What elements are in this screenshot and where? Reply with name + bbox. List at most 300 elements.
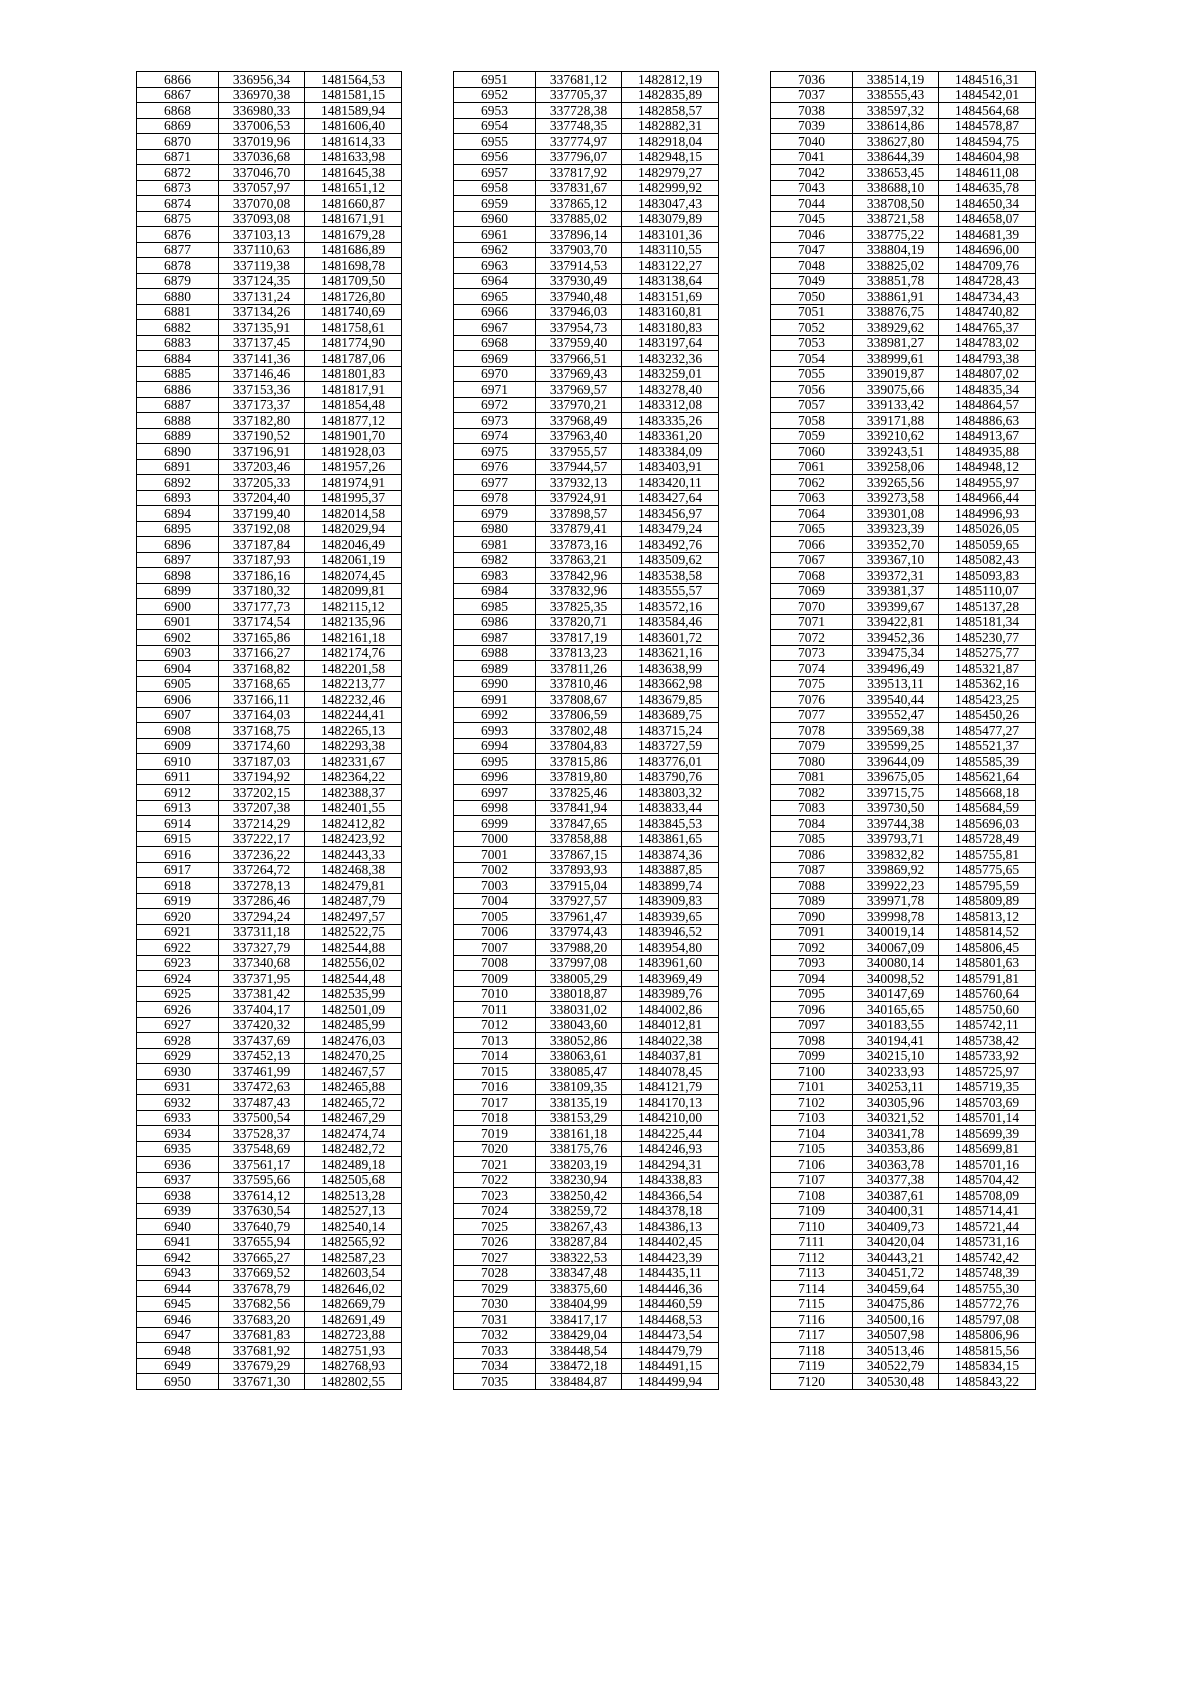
y-coordinate-cell: 1483989,76 bbox=[622, 986, 719, 1002]
point-number-cell: 7048 bbox=[771, 258, 853, 274]
y-coordinate-cell: 1482115,12 bbox=[305, 599, 402, 615]
point-number-cell: 6921 bbox=[137, 924, 219, 940]
point-number-cell: 7064 bbox=[771, 506, 853, 522]
coordinates-table-2 bbox=[453, 71, 719, 1390]
x-coordinate-cell: 337683,20 bbox=[219, 1312, 305, 1328]
point-number-cell: 6951 bbox=[454, 72, 536, 88]
table-row bbox=[137, 599, 402, 615]
x-coordinate-cell: 337867,15 bbox=[536, 847, 622, 863]
x-coordinate-cell: 337036,68 bbox=[219, 149, 305, 165]
point-number-cell: 7083 bbox=[771, 800, 853, 816]
table-row bbox=[137, 413, 402, 429]
x-coordinate-cell: 337214,29 bbox=[219, 816, 305, 832]
y-coordinate-cell: 1484516,31 bbox=[939, 72, 1036, 88]
table-row bbox=[137, 1126, 402, 1142]
y-coordinate-cell: 1484681,39 bbox=[939, 227, 1036, 243]
y-coordinate-cell: 1483492,76 bbox=[622, 537, 719, 553]
y-coordinate-cell: 1481854,48 bbox=[305, 397, 402, 413]
x-coordinate-cell: 337915,04 bbox=[536, 878, 622, 894]
table-row bbox=[771, 707, 1036, 723]
table-row bbox=[137, 1017, 402, 1033]
x-coordinate-cell: 337630,54 bbox=[219, 1203, 305, 1219]
table-row bbox=[137, 878, 402, 894]
table-row bbox=[454, 1219, 719, 1235]
point-number-cell: 6933 bbox=[137, 1110, 219, 1126]
table-row bbox=[771, 1327, 1036, 1343]
y-coordinate-cell: 1484783,02 bbox=[939, 335, 1036, 351]
y-coordinate-cell: 1481660,87 bbox=[305, 196, 402, 212]
point-number-cell: 7026 bbox=[454, 1234, 536, 1250]
x-coordinate-cell: 337681,12 bbox=[536, 72, 622, 88]
y-coordinate-cell: 1484246,93 bbox=[622, 1141, 719, 1157]
x-coordinate-cell: 339399,67 bbox=[853, 599, 939, 615]
table-row bbox=[771, 909, 1036, 925]
y-coordinate-cell: 1483861,65 bbox=[622, 831, 719, 847]
y-coordinate-cell: 1485813,12 bbox=[939, 909, 1036, 925]
point-number-cell: 6942 bbox=[137, 1250, 219, 1266]
table-row bbox=[771, 351, 1036, 367]
table-row bbox=[454, 289, 719, 305]
table-row bbox=[771, 366, 1036, 382]
table-row bbox=[771, 1374, 1036, 1390]
table-row bbox=[137, 196, 402, 212]
table-row bbox=[454, 196, 719, 212]
y-coordinate-cell: 1482603,54 bbox=[305, 1265, 402, 1281]
table-row bbox=[454, 1250, 719, 1266]
y-coordinate-cell: 1483420,11 bbox=[622, 475, 719, 491]
table-row bbox=[454, 180, 719, 196]
table-row bbox=[771, 1250, 1036, 1266]
table-row bbox=[454, 816, 719, 832]
point-number-cell: 7029 bbox=[454, 1281, 536, 1297]
point-number-cell: 6926 bbox=[137, 1002, 219, 1018]
x-coordinate-cell: 337944,57 bbox=[536, 459, 622, 475]
point-number-cell: 7037 bbox=[771, 87, 853, 103]
y-coordinate-cell: 1485728,49 bbox=[939, 831, 1036, 847]
y-coordinate-cell: 1484402,45 bbox=[622, 1234, 719, 1250]
y-coordinate-cell: 1484386,13 bbox=[622, 1219, 719, 1235]
x-coordinate-cell: 339675,05 bbox=[853, 769, 939, 785]
point-number-cell: 6977 bbox=[454, 475, 536, 491]
x-coordinate-cell: 339422,81 bbox=[853, 614, 939, 630]
table-row bbox=[771, 1033, 1036, 1049]
point-number-cell: 6981 bbox=[454, 537, 536, 553]
x-coordinate-cell: 337110,63 bbox=[219, 242, 305, 258]
point-number-cell: 6919 bbox=[137, 893, 219, 909]
x-coordinate-cell: 337924,91 bbox=[536, 490, 622, 506]
x-coordinate-cell: 338999,61 bbox=[853, 351, 939, 367]
x-coordinate-cell: 337893,93 bbox=[536, 862, 622, 878]
x-coordinate-cell: 338135,19 bbox=[536, 1095, 622, 1111]
y-coordinate-cell: 1485775,65 bbox=[939, 862, 1036, 878]
y-coordinate-cell: 1482412,82 bbox=[305, 816, 402, 832]
point-number-cell: 7002 bbox=[454, 862, 536, 878]
table-row bbox=[771, 103, 1036, 119]
table-row bbox=[771, 676, 1036, 692]
y-coordinate-cell: 1485797,08 bbox=[939, 1312, 1036, 1328]
table-row bbox=[137, 676, 402, 692]
x-coordinate-cell: 337879,41 bbox=[536, 521, 622, 537]
x-coordinate-cell: 337841,94 bbox=[536, 800, 622, 816]
point-number-cell: 6887 bbox=[137, 397, 219, 413]
y-coordinate-cell: 1483138,64 bbox=[622, 273, 719, 289]
point-number-cell: 7050 bbox=[771, 289, 853, 305]
point-number-cell: 6914 bbox=[137, 816, 219, 832]
table-row bbox=[771, 180, 1036, 196]
table-row bbox=[771, 1219, 1036, 1235]
table-row bbox=[454, 723, 719, 739]
x-coordinate-cell: 340098,52 bbox=[853, 971, 939, 987]
point-number-cell: 6872 bbox=[137, 165, 219, 181]
x-coordinate-cell: 339998,78 bbox=[853, 909, 939, 925]
table-row bbox=[771, 661, 1036, 677]
table-row bbox=[771, 816, 1036, 832]
point-number-cell: 7016 bbox=[454, 1079, 536, 1095]
x-coordinate-cell: 339569,38 bbox=[853, 723, 939, 739]
table-row bbox=[454, 103, 719, 119]
y-coordinate-cell: 1481974,91 bbox=[305, 475, 402, 491]
y-coordinate-cell: 1481645,38 bbox=[305, 165, 402, 181]
y-coordinate-cell: 1482061,19 bbox=[305, 552, 402, 568]
x-coordinate-cell: 337671,30 bbox=[219, 1374, 305, 1390]
point-number-cell: 6873 bbox=[137, 180, 219, 196]
point-number-cell: 6871 bbox=[137, 149, 219, 165]
x-coordinate-cell: 340341,78 bbox=[853, 1126, 939, 1142]
table-row bbox=[137, 428, 402, 444]
x-coordinate-cell: 339715,75 bbox=[853, 785, 939, 801]
x-coordinate-cell: 337173,37 bbox=[219, 397, 305, 413]
x-coordinate-cell: 340183,55 bbox=[853, 1017, 939, 1033]
x-coordinate-cell: 337885,02 bbox=[536, 211, 622, 227]
x-coordinate-cell: 338627,80 bbox=[853, 134, 939, 150]
table-row bbox=[771, 211, 1036, 227]
y-coordinate-cell: 1484604,98 bbox=[939, 149, 1036, 165]
table-row bbox=[137, 1064, 402, 1080]
point-number-cell: 6983 bbox=[454, 568, 536, 584]
point-number-cell: 6903 bbox=[137, 645, 219, 661]
point-number-cell: 6867 bbox=[137, 87, 219, 103]
table-row bbox=[454, 428, 719, 444]
table-row bbox=[137, 1327, 402, 1343]
table-row bbox=[137, 583, 402, 599]
table-row bbox=[137, 986, 402, 1002]
point-number-cell: 6959 bbox=[454, 196, 536, 212]
point-number-cell: 6993 bbox=[454, 723, 536, 739]
x-coordinate-cell: 338404,99 bbox=[536, 1296, 622, 1312]
point-number-cell: 6885 bbox=[137, 366, 219, 382]
y-coordinate-cell: 1485733,92 bbox=[939, 1048, 1036, 1064]
y-coordinate-cell: 1483047,43 bbox=[622, 196, 719, 212]
y-coordinate-cell: 1483790,76 bbox=[622, 769, 719, 785]
point-number-cell: 6944 bbox=[137, 1281, 219, 1297]
point-number-cell: 7084 bbox=[771, 816, 853, 832]
x-coordinate-cell: 339599,25 bbox=[853, 738, 939, 754]
table-row bbox=[137, 630, 402, 646]
table-row bbox=[771, 599, 1036, 615]
y-coordinate-cell: 1481633,98 bbox=[305, 149, 402, 165]
table-row bbox=[137, 738, 402, 754]
x-coordinate-cell: 337196,91 bbox=[219, 444, 305, 460]
point-number-cell: 6978 bbox=[454, 490, 536, 506]
x-coordinate-cell: 337858,88 bbox=[536, 831, 622, 847]
table-row bbox=[137, 134, 402, 150]
point-number-cell: 7052 bbox=[771, 320, 853, 336]
point-number-cell: 6986 bbox=[454, 614, 536, 630]
y-coordinate-cell: 1482479,81 bbox=[305, 878, 402, 894]
y-coordinate-cell: 1483899,74 bbox=[622, 878, 719, 894]
x-coordinate-cell: 340507,98 bbox=[853, 1327, 939, 1343]
coordinates-table-body bbox=[454, 72, 719, 1390]
x-coordinate-cell: 337166,27 bbox=[219, 645, 305, 661]
point-number-cell: 7067 bbox=[771, 552, 853, 568]
table-row bbox=[137, 521, 402, 537]
table-row bbox=[771, 1312, 1036, 1328]
y-coordinate-cell: 1481928,03 bbox=[305, 444, 402, 460]
y-coordinate-cell: 1484338,83 bbox=[622, 1172, 719, 1188]
point-number-cell: 7031 bbox=[454, 1312, 536, 1328]
table-row bbox=[771, 1126, 1036, 1142]
x-coordinate-cell: 337264,72 bbox=[219, 862, 305, 878]
table-row bbox=[454, 72, 719, 88]
x-coordinate-cell: 338597,32 bbox=[853, 103, 939, 119]
y-coordinate-cell: 1482470,25 bbox=[305, 1048, 402, 1064]
table-row bbox=[454, 614, 719, 630]
point-number-cell: 6892 bbox=[137, 475, 219, 491]
x-coordinate-cell: 337187,93 bbox=[219, 552, 305, 568]
point-number-cell: 7040 bbox=[771, 134, 853, 150]
table-row bbox=[137, 180, 402, 196]
table-row bbox=[771, 1281, 1036, 1297]
point-number-cell: 6917 bbox=[137, 862, 219, 878]
y-coordinate-cell: 1482565,92 bbox=[305, 1234, 402, 1250]
table-row bbox=[137, 909, 402, 925]
y-coordinate-cell: 1483946,52 bbox=[622, 924, 719, 940]
x-coordinate-cell: 337832,96 bbox=[536, 583, 622, 599]
y-coordinate-cell: 1484948,12 bbox=[939, 459, 1036, 475]
x-coordinate-cell: 339243,51 bbox=[853, 444, 939, 460]
point-number-cell: 7011 bbox=[454, 1002, 536, 1018]
y-coordinate-cell: 1484594,75 bbox=[939, 134, 1036, 150]
point-number-cell: 7075 bbox=[771, 676, 853, 692]
x-coordinate-cell: 337222,17 bbox=[219, 831, 305, 847]
table-row bbox=[454, 599, 719, 615]
x-coordinate-cell: 338644,39 bbox=[853, 149, 939, 165]
x-coordinate-cell: 338876,75 bbox=[853, 304, 939, 320]
y-coordinate-cell: 1483638,99 bbox=[622, 661, 719, 677]
point-number-cell: 7041 bbox=[771, 149, 853, 165]
x-coordinate-cell: 337141,36 bbox=[219, 351, 305, 367]
point-number-cell: 7073 bbox=[771, 645, 853, 661]
point-number-cell: 7046 bbox=[771, 227, 853, 243]
table-row bbox=[454, 1234, 719, 1250]
x-coordinate-cell: 337461,99 bbox=[219, 1064, 305, 1080]
y-coordinate-cell: 1484435,11 bbox=[622, 1265, 719, 1281]
point-number-cell: 7000 bbox=[454, 831, 536, 847]
y-coordinate-cell: 1484578,87 bbox=[939, 118, 1036, 134]
point-number-cell: 7014 bbox=[454, 1048, 536, 1064]
table-row bbox=[454, 971, 719, 987]
point-number-cell: 7108 bbox=[771, 1188, 853, 1204]
table-row bbox=[771, 1343, 1036, 1359]
y-coordinate-cell: 1485701,16 bbox=[939, 1157, 1036, 1173]
point-number-cell: 6902 bbox=[137, 630, 219, 646]
table-row bbox=[771, 831, 1036, 847]
x-coordinate-cell: 340321,52 bbox=[853, 1110, 939, 1126]
table-row bbox=[454, 738, 719, 754]
table-row bbox=[137, 242, 402, 258]
y-coordinate-cell: 1485806,45 bbox=[939, 940, 1036, 956]
point-number-cell: 6988 bbox=[454, 645, 536, 661]
point-number-cell: 6961 bbox=[454, 227, 536, 243]
point-number-cell: 7055 bbox=[771, 366, 853, 382]
table-row bbox=[454, 1126, 719, 1142]
table-row bbox=[137, 552, 402, 568]
x-coordinate-cell: 337561,17 bbox=[219, 1157, 305, 1173]
y-coordinate-cell: 1482501,09 bbox=[305, 1002, 402, 1018]
point-number-cell: 7043 bbox=[771, 180, 853, 196]
x-coordinate-cell: 337969,43 bbox=[536, 366, 622, 382]
point-number-cell: 6895 bbox=[137, 521, 219, 537]
table-row bbox=[137, 351, 402, 367]
point-number-cell: 7080 bbox=[771, 754, 853, 770]
x-coordinate-cell: 337946,03 bbox=[536, 304, 622, 320]
table-row bbox=[454, 1343, 719, 1359]
x-coordinate-cell: 337164,03 bbox=[219, 707, 305, 723]
table-row bbox=[771, 1048, 1036, 1064]
y-coordinate-cell: 1484728,43 bbox=[939, 273, 1036, 289]
point-number-cell: 7112 bbox=[771, 1250, 853, 1266]
point-number-cell: 7018 bbox=[454, 1110, 536, 1126]
table-row bbox=[137, 785, 402, 801]
point-number-cell: 6882 bbox=[137, 320, 219, 336]
table-row bbox=[137, 165, 402, 181]
x-coordinate-cell: 337681,92 bbox=[219, 1343, 305, 1359]
x-coordinate-cell: 337966,51 bbox=[536, 351, 622, 367]
x-coordinate-cell: 337236,22 bbox=[219, 847, 305, 863]
x-coordinate-cell: 337165,86 bbox=[219, 630, 305, 646]
table-row bbox=[454, 1327, 719, 1343]
point-number-cell: 7070 bbox=[771, 599, 853, 615]
point-number-cell: 7053 bbox=[771, 335, 853, 351]
x-coordinate-cell: 337961,47 bbox=[536, 909, 622, 925]
point-number-cell: 7019 bbox=[454, 1126, 536, 1142]
x-coordinate-cell: 339730,50 bbox=[853, 800, 939, 816]
y-coordinate-cell: 1483727,59 bbox=[622, 738, 719, 754]
point-number-cell: 6999 bbox=[454, 816, 536, 832]
table-row bbox=[454, 1172, 719, 1188]
x-coordinate-cell: 337548,69 bbox=[219, 1141, 305, 1157]
x-coordinate-cell: 339265,56 bbox=[853, 475, 939, 491]
x-coordinate-cell: 338825,02 bbox=[853, 258, 939, 274]
y-coordinate-cell: 1485423,25 bbox=[939, 692, 1036, 708]
y-coordinate-cell: 1482265,13 bbox=[305, 723, 402, 739]
x-coordinate-cell: 340409,73 bbox=[853, 1219, 939, 1235]
y-coordinate-cell: 1485450,26 bbox=[939, 707, 1036, 723]
table-row bbox=[454, 769, 719, 785]
y-coordinate-cell: 1482835,89 bbox=[622, 87, 719, 103]
x-coordinate-cell: 340165,65 bbox=[853, 1002, 939, 1018]
x-coordinate-cell: 338514,19 bbox=[853, 72, 939, 88]
x-coordinate-cell: 338981,27 bbox=[853, 335, 939, 351]
point-number-cell: 7021 bbox=[454, 1157, 536, 1173]
x-coordinate-cell: 339133,42 bbox=[853, 397, 939, 413]
table-row bbox=[454, 1110, 719, 1126]
point-number-cell: 7114 bbox=[771, 1281, 853, 1297]
table-row bbox=[771, 986, 1036, 1002]
table-row bbox=[454, 1203, 719, 1219]
table-row bbox=[137, 1265, 402, 1281]
table-row bbox=[454, 878, 719, 894]
y-coordinate-cell: 1482099,81 bbox=[305, 583, 402, 599]
table-row bbox=[137, 227, 402, 243]
x-coordinate-cell: 337969,57 bbox=[536, 382, 622, 398]
point-number-cell: 6923 bbox=[137, 955, 219, 971]
table-row bbox=[771, 537, 1036, 553]
table-row bbox=[454, 1296, 719, 1312]
table-row bbox=[771, 630, 1036, 646]
x-coordinate-cell: 337932,13 bbox=[536, 475, 622, 491]
table-row bbox=[454, 165, 719, 181]
table-row bbox=[137, 831, 402, 847]
x-coordinate-cell: 338063,61 bbox=[536, 1048, 622, 1064]
point-number-cell: 7020 bbox=[454, 1141, 536, 1157]
y-coordinate-cell: 1481698,78 bbox=[305, 258, 402, 274]
x-coordinate-cell: 337595,66 bbox=[219, 1172, 305, 1188]
x-coordinate-cell: 337174,60 bbox=[219, 738, 305, 754]
x-coordinate-cell: 338653,45 bbox=[853, 165, 939, 181]
point-number-cell: 6936 bbox=[137, 1157, 219, 1173]
x-coordinate-cell: 339381,37 bbox=[853, 583, 939, 599]
y-coordinate-cell: 1482768,93 bbox=[305, 1358, 402, 1374]
point-number-cell: 7003 bbox=[454, 878, 536, 894]
x-coordinate-cell: 337898,57 bbox=[536, 506, 622, 522]
point-number-cell: 6880 bbox=[137, 289, 219, 305]
table-row bbox=[454, 1281, 719, 1297]
table-row bbox=[771, 1110, 1036, 1126]
point-number-cell: 7071 bbox=[771, 614, 853, 630]
point-number-cell: 7012 bbox=[454, 1017, 536, 1033]
x-coordinate-cell: 339367,10 bbox=[853, 552, 939, 568]
point-number-cell: 6994 bbox=[454, 738, 536, 754]
point-number-cell: 7119 bbox=[771, 1358, 853, 1374]
x-coordinate-cell: 340377,38 bbox=[853, 1172, 939, 1188]
x-coordinate-cell: 337168,75 bbox=[219, 723, 305, 739]
y-coordinate-cell: 1482465,88 bbox=[305, 1079, 402, 1095]
y-coordinate-cell: 1482443,33 bbox=[305, 847, 402, 863]
table-row bbox=[137, 537, 402, 553]
point-number-cell: 7049 bbox=[771, 273, 853, 289]
x-coordinate-cell: 337810,46 bbox=[536, 676, 622, 692]
x-coordinate-cell: 338708,50 bbox=[853, 196, 939, 212]
table-row bbox=[771, 490, 1036, 506]
y-coordinate-cell: 1483909,83 bbox=[622, 893, 719, 909]
x-coordinate-cell: 338417,17 bbox=[536, 1312, 622, 1328]
y-coordinate-cell: 1484468,53 bbox=[622, 1312, 719, 1328]
x-coordinate-cell: 337974,43 bbox=[536, 924, 622, 940]
table-row bbox=[771, 1157, 1036, 1173]
point-number-cell: 6964 bbox=[454, 273, 536, 289]
point-number-cell: 7015 bbox=[454, 1064, 536, 1080]
y-coordinate-cell: 1482029,94 bbox=[305, 521, 402, 537]
y-coordinate-cell: 1482487,79 bbox=[305, 893, 402, 909]
x-coordinate-cell: 339475,34 bbox=[853, 645, 939, 661]
point-number-cell: 7032 bbox=[454, 1327, 536, 1343]
point-number-cell: 6875 bbox=[137, 211, 219, 227]
y-coordinate-cell: 1483662,98 bbox=[622, 676, 719, 692]
point-number-cell: 6971 bbox=[454, 382, 536, 398]
x-coordinate-cell: 337134,26 bbox=[219, 304, 305, 320]
table-row bbox=[137, 1048, 402, 1064]
